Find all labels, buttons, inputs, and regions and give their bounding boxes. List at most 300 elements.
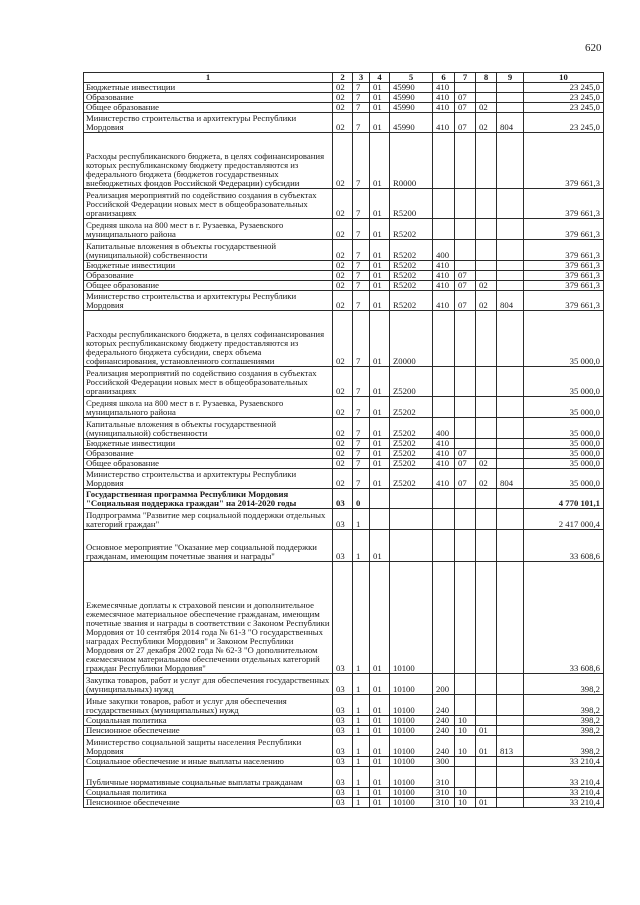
page-number: 620 xyxy=(585,42,602,54)
table-row xyxy=(84,281,604,291)
cell-amount: 35 000,0 xyxy=(524,439,604,449)
cell-code-4: 01 xyxy=(370,449,390,459)
table-row xyxy=(84,798,604,808)
cell-code-8 xyxy=(476,418,497,439)
cell-code-9 xyxy=(497,788,524,798)
cell-code-5: 10100 xyxy=(390,788,433,798)
cell-code-2: 03 xyxy=(333,736,353,757)
cell-code-6 xyxy=(433,311,455,367)
cell-amount: 379 661,3 xyxy=(524,271,604,281)
cell-code-6: 410 xyxy=(433,271,455,281)
header-cell: 7 xyxy=(455,73,476,83)
cell-code-9 xyxy=(497,716,524,726)
table-body xyxy=(84,73,604,808)
cell-code-6 xyxy=(433,530,455,562)
cell-code-8 xyxy=(476,674,497,695)
cell-code-8 xyxy=(476,489,497,509)
cell-code-4: 01 xyxy=(370,93,390,103)
cell-amount: 379 661,3 xyxy=(524,281,604,291)
cell-code-6 xyxy=(433,509,455,530)
cell-code-3: 1 xyxy=(353,726,370,736)
cell-code-5: 10100 xyxy=(390,695,433,716)
cell-code-8 xyxy=(476,219,497,240)
cell-description: Пенсионное обеспечение xyxy=(84,798,333,808)
cell-code-2: 03 xyxy=(333,788,353,798)
cell-amount: 33 608,6 xyxy=(524,562,604,674)
cell-code-3: 7 xyxy=(353,83,370,93)
cell-code-9 xyxy=(497,449,524,459)
cell-code-5: Z5202 xyxy=(390,459,433,469)
table-row xyxy=(84,311,604,367)
cell-code-3: 1 xyxy=(353,788,370,798)
cell-code-3: 1 xyxy=(353,674,370,695)
cell-code-3: 7 xyxy=(353,271,370,281)
cell-code-3: 7 xyxy=(353,219,370,240)
cell-description: Общее образование xyxy=(84,459,333,469)
cell-description: Общее образование xyxy=(84,103,333,113)
table-row xyxy=(84,459,604,469)
cell-code-3: 1 xyxy=(353,695,370,716)
cell-code-6: 410 xyxy=(433,469,455,489)
cell-amount: 33 210,4 xyxy=(524,767,604,788)
cell-code-7: 07 xyxy=(455,271,476,281)
cell-code-2: 03 xyxy=(333,562,353,674)
cell-code-9 xyxy=(497,695,524,716)
cell-code-9: 813 xyxy=(497,736,524,757)
cell-code-5: R5202 xyxy=(390,219,433,240)
cell-code-5: 10100 xyxy=(390,716,433,726)
cell-code-7: 10 xyxy=(455,716,476,726)
table-row xyxy=(84,93,604,103)
cell-code-7: 07 xyxy=(455,281,476,291)
cell-code-4 xyxy=(370,489,390,509)
cell-code-3: 7 xyxy=(353,133,370,189)
cell-code-5: 10100 xyxy=(390,726,433,736)
cell-code-5: R5200 xyxy=(390,189,433,219)
cell-description: Социальное обеспечение и иные выплаты населению xyxy=(84,757,333,767)
cell-code-4: 01 xyxy=(370,695,390,716)
cell-code-6 xyxy=(433,189,455,219)
cell-code-6: 410 xyxy=(433,93,455,103)
cell-description: Реализация мероприятий по содействию создания в субъектах Российской Федерации новых мест в общеобразовательных организациях xyxy=(84,189,333,219)
cell-description: Закупка товаров, работ и услуг для обеспечения государственных (муниципальных) нужд xyxy=(84,674,333,695)
cell-code-6 xyxy=(433,397,455,418)
cell-code-8 xyxy=(476,788,497,798)
cell-code-7: 07 xyxy=(455,459,476,469)
table-row xyxy=(84,240,604,261)
cell-code-5: R5202 xyxy=(390,261,433,271)
table-row xyxy=(84,726,604,736)
header-cell: 9 xyxy=(497,73,524,83)
cell-code-4: 01 xyxy=(370,311,390,367)
cell-code-3: 7 xyxy=(353,397,370,418)
cell-code-3: 1 xyxy=(353,562,370,674)
cell-code-7 xyxy=(455,439,476,449)
cell-code-8: 02 xyxy=(476,469,497,489)
cell-code-4: 01 xyxy=(370,219,390,240)
cell-code-6: 410 xyxy=(433,103,455,113)
cell-code-8 xyxy=(476,509,497,530)
cell-code-4: 01 xyxy=(370,439,390,449)
cell-code-8: 02 xyxy=(476,281,497,291)
cell-amount: 35 000,0 xyxy=(524,469,604,489)
cell-description: Образование xyxy=(84,449,333,459)
cell-code-6: 240 xyxy=(433,736,455,757)
cell-code-8: 02 xyxy=(476,103,497,113)
cell-code-2: 02 xyxy=(333,189,353,219)
cell-code-3: 7 xyxy=(353,459,370,469)
table-row xyxy=(84,469,604,489)
cell-code-8 xyxy=(476,271,497,281)
cell-code-9 xyxy=(497,219,524,240)
table-row xyxy=(84,562,604,674)
cell-description: Расходы республиканского бюджета, в целях софинансирования которых республиканскому бюджету предоставляются из федерального бюджета (бюджетов государственных внебюджетных фондов Российской Федерации) субсидии xyxy=(84,133,333,189)
cell-code-8 xyxy=(476,93,497,103)
cell-code-6: 310 xyxy=(433,767,455,788)
cell-code-5: R5202 xyxy=(390,240,433,261)
cell-amount: 35 000,0 xyxy=(524,367,604,397)
cell-code-7 xyxy=(455,562,476,674)
cell-code-6: 410 xyxy=(433,439,455,449)
table-row xyxy=(84,271,604,281)
cell-description: Министерство строительства и архитектуры Республики Мордовия xyxy=(84,291,333,311)
cell-code-9 xyxy=(497,133,524,189)
cell-description: Иные закупки товаров, работ и услуг для обеспечения государственных (муниципальных) нужд xyxy=(84,695,333,716)
cell-description: Бюджетные инвестиции xyxy=(84,261,333,271)
cell-code-6: 400 xyxy=(433,418,455,439)
cell-amount: 33 210,4 xyxy=(524,788,604,798)
table-row xyxy=(84,736,604,757)
cell-code-2: 02 xyxy=(333,469,353,489)
cell-code-7 xyxy=(455,189,476,219)
cell-code-3: 1 xyxy=(353,509,370,530)
cell-code-4: 01 xyxy=(370,674,390,695)
cell-code-6: 410 xyxy=(433,113,455,133)
cell-code-6: 410 xyxy=(433,261,455,271)
cell-code-2: 03 xyxy=(333,716,353,726)
cell-description: Министерство социальной защиты населения Республики Мордовия xyxy=(84,736,333,757)
cell-amount: 23 245,0 xyxy=(524,83,604,93)
table-row xyxy=(84,103,604,113)
table-row xyxy=(84,695,604,716)
header-cell: 3 xyxy=(353,73,370,83)
cell-code-4: 01 xyxy=(370,788,390,798)
cell-amount: 398,2 xyxy=(524,716,604,726)
cell-code-3: 7 xyxy=(353,113,370,133)
cell-code-9 xyxy=(497,83,524,93)
cell-code-7 xyxy=(455,674,476,695)
cell-code-3: 1 xyxy=(353,757,370,767)
table-row xyxy=(84,489,604,509)
cell-code-7: 07 xyxy=(455,93,476,103)
cell-description: Министерство строительства и архитектуры Республики Мордовия xyxy=(84,113,333,133)
cell-amount: 33 608,6 xyxy=(524,530,604,562)
cell-code-2: 03 xyxy=(333,798,353,808)
cell-code-9 xyxy=(497,189,524,219)
cell-code-5: 45990 xyxy=(390,93,433,103)
cell-code-4: 01 xyxy=(370,103,390,113)
cell-amount: 23 245,0 xyxy=(524,113,604,133)
cell-code-5: Z5202 xyxy=(390,418,433,439)
cell-code-6: 240 xyxy=(433,716,455,726)
cell-description: Министерство строительства и архитектуры Республики Мордовия xyxy=(84,469,333,489)
cell-amount: 4 770 101,1 xyxy=(524,489,604,509)
cell-code-4: 01 xyxy=(370,271,390,281)
cell-code-8 xyxy=(476,562,497,674)
cell-code-2: 02 xyxy=(333,271,353,281)
cell-code-7: 07 xyxy=(455,469,476,489)
cell-code-8 xyxy=(476,189,497,219)
cell-code-8 xyxy=(476,240,497,261)
cell-code-4: 01 xyxy=(370,133,390,189)
cell-code-9 xyxy=(497,489,524,509)
table-row xyxy=(84,757,604,767)
cell-amount: 379 661,3 xyxy=(524,133,604,189)
header-cell: 10 xyxy=(524,73,604,83)
cell-code-7 xyxy=(455,695,476,716)
table-row xyxy=(84,367,604,397)
cell-code-2: 02 xyxy=(333,240,353,261)
cell-code-6 xyxy=(433,219,455,240)
cell-code-7: 07 xyxy=(455,113,476,133)
cell-code-3: 7 xyxy=(353,469,370,489)
cell-code-5: Z5202 xyxy=(390,469,433,489)
cell-code-5: Z5202 xyxy=(390,449,433,459)
cell-code-8 xyxy=(476,311,497,367)
cell-code-4: 01 xyxy=(370,459,390,469)
cell-description: Ежемесячные доплаты к страховой пенсии и дополнительное ежемесячное материальное обеспечение гражданам, имеющим почетные звания и награды в соответствии с Законом Республики Мордовия от 10 сентября 2014 года № 61-З "О государственных наградах Республики Мордовия" и Законом Республики Мордовия от 27 декабря 2002 года № 62-З "О дополнительном ежемесячном материальном обеспечении отдельных категорий граждан Республики Мордовия" xyxy=(84,562,333,674)
cell-code-8 xyxy=(476,133,497,189)
cell-code-3: 7 xyxy=(353,261,370,271)
cell-code-5: R0000 xyxy=(390,133,433,189)
cell-code-2: 02 xyxy=(333,311,353,367)
cell-description: Капитальные вложения в объекты государственной (муниципальной) собственности xyxy=(84,418,333,439)
cell-code-2: 02 xyxy=(333,367,353,397)
cell-amount: 379 661,3 xyxy=(524,291,604,311)
cell-code-7 xyxy=(455,133,476,189)
cell-code-4 xyxy=(370,509,390,530)
cell-code-2: 03 xyxy=(333,695,353,716)
cell-code-3: 1 xyxy=(353,716,370,726)
cell-code-5: R5202 xyxy=(390,291,433,311)
cell-code-7 xyxy=(455,367,476,397)
cell-code-5: 45990 xyxy=(390,83,433,93)
cell-code-3: 7 xyxy=(353,291,370,311)
table-row xyxy=(84,767,604,788)
cell-code-9: 804 xyxy=(497,113,524,133)
cell-code-3: 0 xyxy=(353,489,370,509)
cell-description: Основное мероприятие "Оказание мер социальной поддержки гражданам, имеющим почетные звания и награды" xyxy=(84,530,333,562)
cell-code-2: 03 xyxy=(333,726,353,736)
cell-code-4: 01 xyxy=(370,530,390,562)
cell-code-9 xyxy=(497,726,524,736)
cell-code-4: 01 xyxy=(370,798,390,808)
cell-description: Подпрограмма "Развитие мер социальной поддержки отдельных категорий граждан" xyxy=(84,509,333,530)
cell-code-3: 7 xyxy=(353,311,370,367)
cell-description: Пенсионное обеспечение xyxy=(84,726,333,736)
cell-code-3: 1 xyxy=(353,767,370,788)
table-row xyxy=(84,397,604,418)
cell-code-5: Z5202 xyxy=(390,439,433,449)
table-row xyxy=(84,449,604,459)
cell-code-9 xyxy=(497,93,524,103)
cell-code-8: 02 xyxy=(476,113,497,133)
cell-code-8 xyxy=(476,83,497,93)
cell-code-7: 07 xyxy=(455,449,476,459)
cell-code-4: 01 xyxy=(370,736,390,757)
cell-code-9 xyxy=(497,767,524,788)
cell-code-2: 03 xyxy=(333,757,353,767)
cell-code-9 xyxy=(497,757,524,767)
cell-code-8 xyxy=(476,397,497,418)
header-cell: 8 xyxy=(476,73,497,83)
cell-code-5 xyxy=(390,530,433,562)
table-row xyxy=(84,133,604,189)
cell-description: Средняя школа на 800 мест в г. Рузаевка, Рузаевского муниципального района xyxy=(84,397,333,418)
cell-code-9 xyxy=(497,240,524,261)
budget-table xyxy=(83,72,604,808)
header-cell: 2 xyxy=(333,73,353,83)
cell-code-6: 240 xyxy=(433,726,455,736)
cell-code-2: 03 xyxy=(333,530,353,562)
cell-code-2: 02 xyxy=(333,291,353,311)
cell-code-9: 804 xyxy=(497,291,524,311)
cell-description: Социальная политика xyxy=(84,788,333,798)
cell-code-8: 01 xyxy=(476,798,497,808)
cell-description: Реализация мероприятий по содействию создания в субъектах Российской Федерации новых мест в общеобразовательных организациях xyxy=(84,367,333,397)
cell-code-5: 45990 xyxy=(390,103,433,113)
cell-code-9 xyxy=(497,311,524,367)
cell-code-5: Z0000 xyxy=(390,311,433,367)
cell-code-7 xyxy=(455,261,476,271)
table-row xyxy=(84,291,604,311)
cell-code-6: 400 xyxy=(433,240,455,261)
cell-code-7 xyxy=(455,240,476,261)
cell-code-8: 01 xyxy=(476,726,497,736)
cell-code-6: 410 xyxy=(433,281,455,291)
table-row xyxy=(84,418,604,439)
cell-code-9 xyxy=(497,397,524,418)
cell-code-8 xyxy=(476,767,497,788)
cell-code-5: 10100 xyxy=(390,674,433,695)
cell-code-4: 01 xyxy=(370,113,390,133)
cell-code-7 xyxy=(455,418,476,439)
cell-code-8 xyxy=(476,695,497,716)
cell-code-9: 804 xyxy=(497,469,524,489)
cell-code-5: Z5202 xyxy=(390,397,433,418)
cell-description: Общее образование xyxy=(84,281,333,291)
cell-code-7 xyxy=(455,219,476,240)
table-row xyxy=(84,716,604,726)
cell-code-7 xyxy=(455,311,476,367)
cell-code-6 xyxy=(433,133,455,189)
cell-amount: 398,2 xyxy=(524,726,604,736)
cell-code-3: 7 xyxy=(353,189,370,219)
cell-code-7 xyxy=(455,489,476,509)
cell-description: Образование xyxy=(84,271,333,281)
cell-code-2: 02 xyxy=(333,103,353,113)
cell-description: Бюджетные инвестиции xyxy=(84,439,333,449)
table-row xyxy=(84,439,604,449)
cell-code-8 xyxy=(476,449,497,459)
cell-code-6: 410 xyxy=(433,291,455,311)
cell-code-4: 01 xyxy=(370,418,390,439)
table-row xyxy=(84,530,604,562)
table-row xyxy=(84,189,604,219)
cell-code-2: 02 xyxy=(333,93,353,103)
cell-code-7 xyxy=(455,83,476,93)
cell-code-9 xyxy=(497,674,524,695)
cell-code-7 xyxy=(455,530,476,562)
cell-code-8: 02 xyxy=(476,291,497,311)
cell-code-9 xyxy=(497,530,524,562)
cell-code-7: 07 xyxy=(455,103,476,113)
cell-amount: 35 000,0 xyxy=(524,397,604,418)
cell-code-7 xyxy=(455,767,476,788)
cell-code-5: 10100 xyxy=(390,562,433,674)
cell-code-6: 300 xyxy=(433,757,455,767)
cell-code-3: 7 xyxy=(353,439,370,449)
cell-description: Социальная политика xyxy=(84,716,333,726)
cell-code-8: 02 xyxy=(476,459,497,469)
cell-code-2: 02 xyxy=(333,261,353,271)
cell-code-9 xyxy=(497,261,524,271)
cell-code-4: 01 xyxy=(370,240,390,261)
cell-code-4: 01 xyxy=(370,367,390,397)
cell-code-7 xyxy=(455,397,476,418)
cell-code-6: 240 xyxy=(433,695,455,716)
cell-code-3: 7 xyxy=(353,93,370,103)
cell-code-2: 02 xyxy=(333,397,353,418)
header-cell: 5 xyxy=(390,73,433,83)
cell-code-6: 410 xyxy=(433,459,455,469)
cell-description: Образование xyxy=(84,93,333,103)
header-cell: 6 xyxy=(433,73,455,83)
cell-description: Государственная программа Республики Мордовия "Социальная поддержка граждан" на 2014-2020 годы xyxy=(84,489,333,509)
cell-code-7 xyxy=(455,757,476,767)
cell-amount: 35 000,0 xyxy=(524,459,604,469)
cell-code-9 xyxy=(497,271,524,281)
cell-code-6 xyxy=(433,367,455,397)
cell-code-3: 7 xyxy=(353,449,370,459)
cell-description: Средняя школа на 800 мест в г. Рузаевка, Рузаевского муниципального района xyxy=(84,219,333,240)
cell-code-4: 01 xyxy=(370,83,390,93)
cell-code-8 xyxy=(476,261,497,271)
cell-code-8 xyxy=(476,716,497,726)
cell-code-5: 10100 xyxy=(390,757,433,767)
cell-code-5: 10100 xyxy=(390,798,433,808)
cell-code-6 xyxy=(433,489,455,509)
cell-code-4: 01 xyxy=(370,767,390,788)
table-row xyxy=(84,788,604,798)
table-header-row xyxy=(84,73,604,83)
cell-code-2: 02 xyxy=(333,133,353,189)
cell-code-7: 10 xyxy=(455,736,476,757)
cell-amount: 398,2 xyxy=(524,736,604,757)
cell-code-2: 02 xyxy=(333,418,353,439)
table-row xyxy=(84,674,604,695)
table-row xyxy=(84,113,604,133)
cell-code-2: 03 xyxy=(333,509,353,530)
cell-amount: 33 210,4 xyxy=(524,798,604,808)
cell-code-9 xyxy=(497,103,524,113)
cell-code-4: 01 xyxy=(370,261,390,271)
cell-code-5: 10100 xyxy=(390,736,433,757)
cell-code-4: 01 xyxy=(370,291,390,311)
cell-code-9 xyxy=(497,798,524,808)
cell-code-6: 310 xyxy=(433,788,455,798)
table-row xyxy=(84,83,604,93)
